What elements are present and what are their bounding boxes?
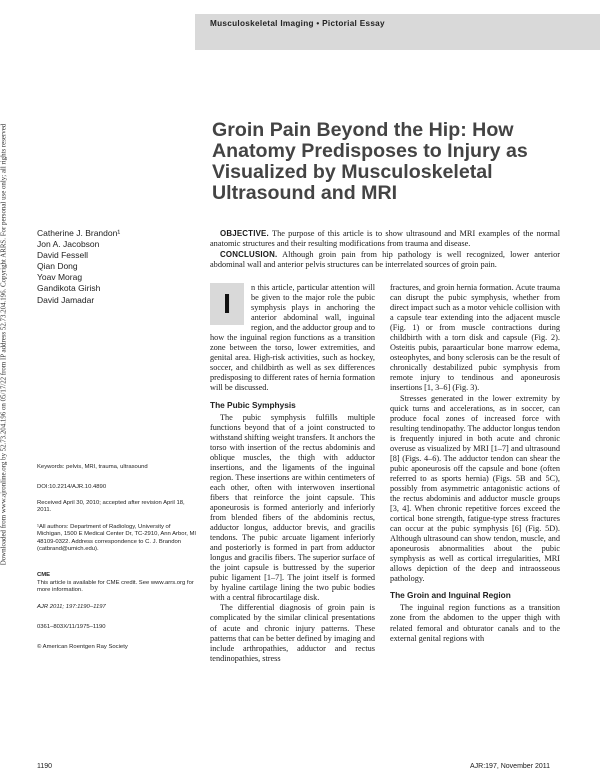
author: Catherine J. Brandon¹ (37, 228, 121, 238)
journal-issue: AJR:197, November 2011 (470, 763, 551, 770)
doi: DOI:10.2214/AJR.10.4890 (37, 484, 107, 490)
section-heading: The Groin and Inguinal Region (390, 590, 511, 601)
abstract-conclusion (210, 250, 560, 271)
author: David Fessell (37, 250, 89, 261)
citation: AJR 2011; 197:1190–1197 (37, 604, 106, 610)
author: David Jamadar (37, 294, 95, 305)
article-title: Groin Pain Beyond the Hip: How Anatomy Predisposes to Injury as Visualized by Musculoskeletal Ultrasound and MRI (212, 119, 528, 204)
received-dates: Received April 30, 2010; accepted after revision April 18, 2011. (37, 500, 185, 514)
page-number: 1190 (37, 763, 53, 770)
objective-label: OBJECTIVE. (220, 229, 269, 238)
author: Jon A. Jacobson (37, 239, 100, 250)
intro-paragraph: I n this article, particular attention will be given to the major role the pubic symphysis plays in anchoring the anterior abdominal wall, inguinal region, and the adductor group and to how the inguinal region functions as a transition zone between the torso, lower extremities, and genital area. High-risk activities, such as hockey, soccer, and childbirth as well as sex differences predisposing to different rates of hernia formation will be discussed. (210, 283, 375, 393)
keywords: Keywords: pelvis, MRI, trauma, ultrasound (37, 464, 148, 470)
cme-label: CME (37, 572, 51, 578)
author-affiliation: ¹All authors: Department of Radiology, University of Michigan, 1500 E Medical Center Dr, TC-2910, Ann Arbor, MI 48109-0322. Address correspondence to C. J. Brandon (catbrand@umich.edu). (37, 524, 197, 552)
download-notice: Downloaded from www.ajronline.org by 52.73.204.196 on 05/17/22 from IP address 52.73.204.196. Copyright ARRS. For personal use only; all rights reserved (0, 123, 8, 566)
body-paragraph: The differential diagnosis of groin pain is complicated by the similar clinical presentations of acute and chronic injury patterns. These patterns that can be better defined by imaging and include arthropathies, adductor and rectus tendinopathies, stress (210, 603, 375, 663)
issn: 0361–803X/11/1975–1190 (37, 624, 106, 630)
body-column-right (390, 283, 560, 644)
author: Yoav Morag (37, 272, 83, 283)
body-column-left (210, 283, 375, 664)
copyright: © American Roentgen Ray Society (37, 644, 128, 650)
download-notice-sidebar (0, 112, 11, 584)
conclusion-label: CONCLUSION. (220, 249, 278, 259)
body-paragraph: Stresses generated in the lower extremity by quick turns and accelerations, as in soccer, can produce focal zones of increased force with resulting tendinopathy. The adductor longus tendon is frequently injured in both acute and chronic overuse as visualized by MRI [1–7] and ultrasound [8] (Figs. 4–6). The adductor tendon can shear the pubic aponeurosis off the capsule and bone (often referred to as sports hernia) (Figs. 5B and 5C), possibly from asymmetric antagonistic actions of the rectus abdominis and adductor muscle groups [3, 4]. When chronic repetitive forces exceed the cortical bone strength, fatigue-type stress fractures can occur at the pubic symphysis [6] (Fig. 5D). Although ultrasound can show tendon, muscle, and aponeurosis abnormalities about the pubic symphysis as well as cortical irregularities, MRI allows depiction of the deep and intraosseous pathology. (390, 393, 560, 584)
drop-cap: I (210, 283, 244, 325)
body-paragraph: fractures, and groin hernia formation. Acute trauma can disrupt the pubic symphysis, whether from direct impact such as a motor vehicle collision with a capsule tear extending into the adjacent muscle (Fig. 1) or from muscle contractions during childbirth with a torn disk and capsule (Fig. 2). Osteitis pubis, paraarticular bone marrow edema, osteophytes, and bony sclerosis can be the result of chronically destabilized pubic symphysis from remote injury to tendinous and aponeurosis insertions [1, 3–6] (Fig. 3). (390, 283, 560, 393)
section-header: Musculoskeletal Imaging • Pictorial Essay (210, 19, 385, 28)
author: Gandikota Girish (37, 283, 101, 294)
body-paragraph: The pubic symphysis fulfills multiple functions beyond that of a joint constructed to withstand shifting weight transfers. It anchors the torso with insertion of the rectus abdominis and oblique muscles, the thigh with adductor insertions, and the ligaments of the inguinal region. These insertions are within centimeters of each other, often with interwoven insertional fibers that reinforce the joint capsule. This aponeurosis is formed anteriorly and inferiorly from blended fibers of the abdominis rectus, adductor longus, adductor brevis, and gracilis tendons. The pubic arcuate ligament inferiorly and posteriorly is formed in part from adductor longus and gracilis fibers. The superior surface of the joint capsule is buttressed by the superior pubic ligament [1–7]. The joint itself is formed by hyaline cartilage lining the two pubic bodies with a central fibrocartilage disk. (210, 412, 375, 603)
author-list (37, 228, 197, 306)
objective-text: The purpose of this article is to show ultrasound and MRI examples of the normal anatomic structures and their resulting modifications from trauma and disease. (210, 229, 560, 249)
section-heading: The Pubic Symphysis (210, 399, 296, 410)
author: Qian Dong (37, 261, 78, 272)
abstract-objective (210, 229, 560, 250)
conclusion-text: Although groin pain from hip pathology is well recognized, lower anterior abdominal wall and anterior pelvis structures can be interrelated sources of groin pain. (210, 249, 560, 270)
body-paragraph: The inguinal region functions as a transition zone from the abdomen to the upper thigh with related femoral and obturator canals and to the external genital regions with (390, 603, 560, 643)
cme-text: This article is available for CME credit. See www.arrs.org for more information. (37, 580, 194, 594)
abstract (210, 229, 560, 271)
